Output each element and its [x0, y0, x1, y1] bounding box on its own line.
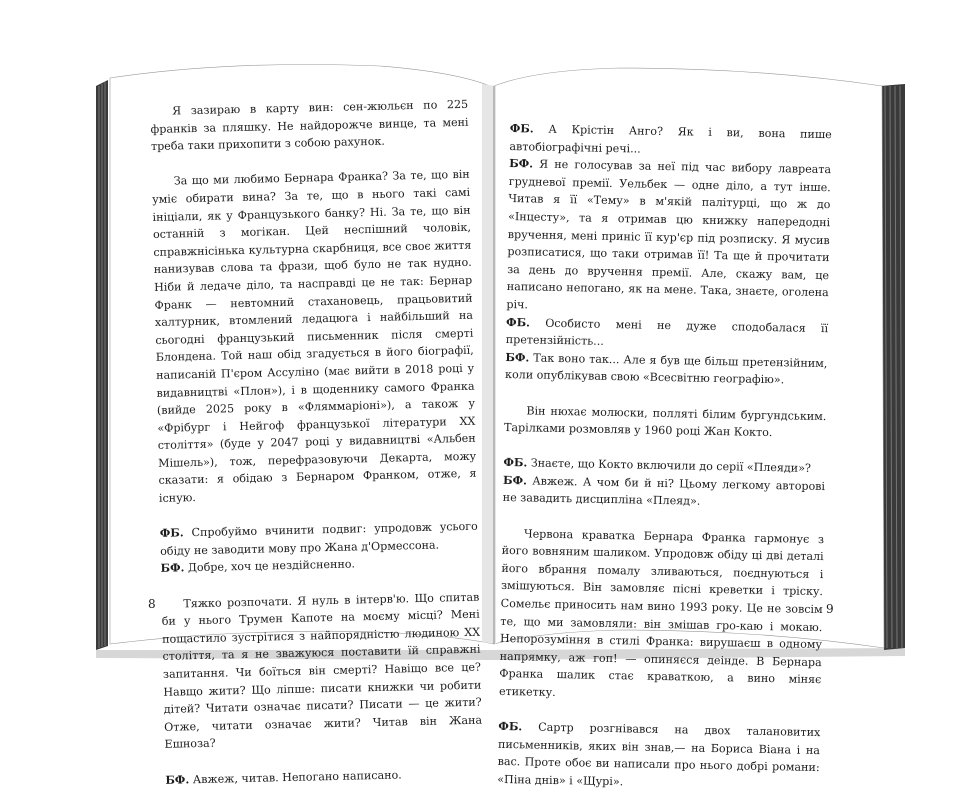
right-page-text — [497, 120, 832, 795]
paragraph: Червона краватка Бернара Франка гармонує з його вовняним шаликом. Упродовж обіду ці дві деталі його вбрання помалу зливаються, поєднуються і змішуються. Він замовляє пісні креветки і тріску. Сомельє приносить нам вино 1993 року. Це не зовсім те, що ми замовляли: він змішав гро-каю і мокаю. Непорозуміння в стилі Франка: вирушаєш в одному напрямку, аж гоп! — опиняєся деінде. В Бернара Франка шалик стає краваткою, а вино міняє етикетку. — [498, 527, 825, 699]
paragraph: Я зазираю в карту вин: сен-жюльєн по 225 франків за пляшку. Не найдорожче винце, та мені треба таки прихопити з собою рахунок. — [150, 97, 469, 154]
dialogue-text: Особисто мені не дуже сподобалася її претензійність... — [505, 315, 829, 348]
left-page-text — [150, 96, 483, 789]
speaker-label: ФБ. — [503, 456, 528, 470]
dialogue-line — [506, 155, 831, 319]
dialogue-text: Сартр розгнівався на двох талановитих письменників, яких він знав,— на Бориса Віана і на вас. Проте обоє ви написали про нього добрі романи: «Піна днів» і «Щурі». — [497, 720, 821, 789]
dialogue-text: Авжеж. А чом би й ні? Цьому легкому авторові не завадить дисципліна «Плеяд». — [502, 474, 826, 509]
speaker-label: ФБ. — [509, 121, 534, 136]
speaker-label: ФБ. — [498, 720, 523, 734]
dialogue-line — [506, 313, 829, 354]
speaker-label: БФ. — [160, 561, 185, 576]
speaker-label: БФ. — [165, 772, 190, 787]
speaker-label: ФБ. — [505, 315, 531, 329]
dialogue-text: Так воно так... Але я був ще більш претензійним, коли опублікував свою «Всесвітню географію». — [504, 351, 828, 387]
dialogue-text: Добре, хоч це нездійсненно. — [184, 557, 356, 575]
right-page-number: 9 — [826, 602, 834, 616]
speaker-label: БФ. — [502, 473, 528, 488]
dialogue-text: Авжеж, читав. Непогано написано. — [189, 768, 402, 786]
speaker-label: ФБ. — [159, 526, 184, 541]
dialogue-text: Спробуймо вчинити подвиг: упродовж усього обіду не заводити мову про Жана д'Ормессона. — [160, 519, 478, 558]
dialogue-text: А Крістін Анго? Як і ви, вона пише автобіографічні речі... — [509, 122, 832, 156]
dialogue-line — [505, 349, 828, 390]
dialogue-line — [497, 718, 820, 795]
paragraph: Він нюхає молюски, полляті білим бургундським. Тарілками розмовляв у 1960 році Жан Кокто. — [503, 403, 827, 440]
left-page-number: 8 — [148, 597, 156, 611]
paragraph: Тяжко розпочати. Я нуль в інтерв'ю. Що спитав би у нього Трумен Капоте на моєму місці? Мені пощастило зустрітися з найпорядністю людиною XX століття, та я не зважуюся поставити їй справжні запитання. Чи боїться він смерті? Навіщо все це? Навщо жити? Що ліпше: писати книжки чи робити дітей? Читати означає писати? Писати — це жити? Отже, читати означає жити? Читав він Жана Ешноза? — [161, 590, 483, 752]
speaker-label: БФ. — [509, 157, 534, 171]
dialogue-line — [503, 472, 826, 513]
speaker-label: БФ. — [505, 350, 530, 365]
dialogue-line — [165, 764, 483, 789]
paragraph: За що ми любимо Бернара Франка? За те, що він уміє обирати вина? За те, що в нього такі самі ініціали, як у Французького банку? Ні. За те, що він останній з могікан. Цей неспішний чоловік, справжнісінька культурна скарбниця, все своє життя нанизував слова та фрази, щоб було не так нудно. Ніби й ледаче діло, та насправді це не так: Бернар Франк — невтомний стахановець, працьовитий халтурник, втомлений ледацюга і найбільший на сьогодні французький письменник після смерті Блондена. Той наш обід згадується в його біографії, написаній П'єром Ассуліно (має вийти в 2018 році у видавництві «Плон»), і в щоденнику самого Франка (вийде 2025 року в «Фляммаріоні»), а також у «Фрібург і Нейгоф французької літератури XX століття» (буде у 2047 році у видавництві «Альбен Мішель»), тож, перефразовуючи Декарта, можу сказати: я обідаю з Бернаром Франком, отже, я існую. — [152, 168, 477, 505]
dialogue-text: Знаєте, що Кокто включили до серії «Плеяди»? — [527, 456, 812, 476]
dialogue-text: Я не голосував за неї під час вибору лавреата грудневої премії. Уельбек — одне діло, а тут інше. Читав я її «Тему» в м'якій палітурці, що ж до «Інцесту», та я отримав цю книжку напередодні вручення, мені приніс її кур'єр під розписку. Я мусив розписатися, що таки отримав її! Та ще й прочитати за день до вручення премії. Але, скажу вам, це написано непогано, як на мене. Така, знаєте, оголена річ. — [506, 157, 832, 312]
dialogue-line — [160, 518, 479, 560]
